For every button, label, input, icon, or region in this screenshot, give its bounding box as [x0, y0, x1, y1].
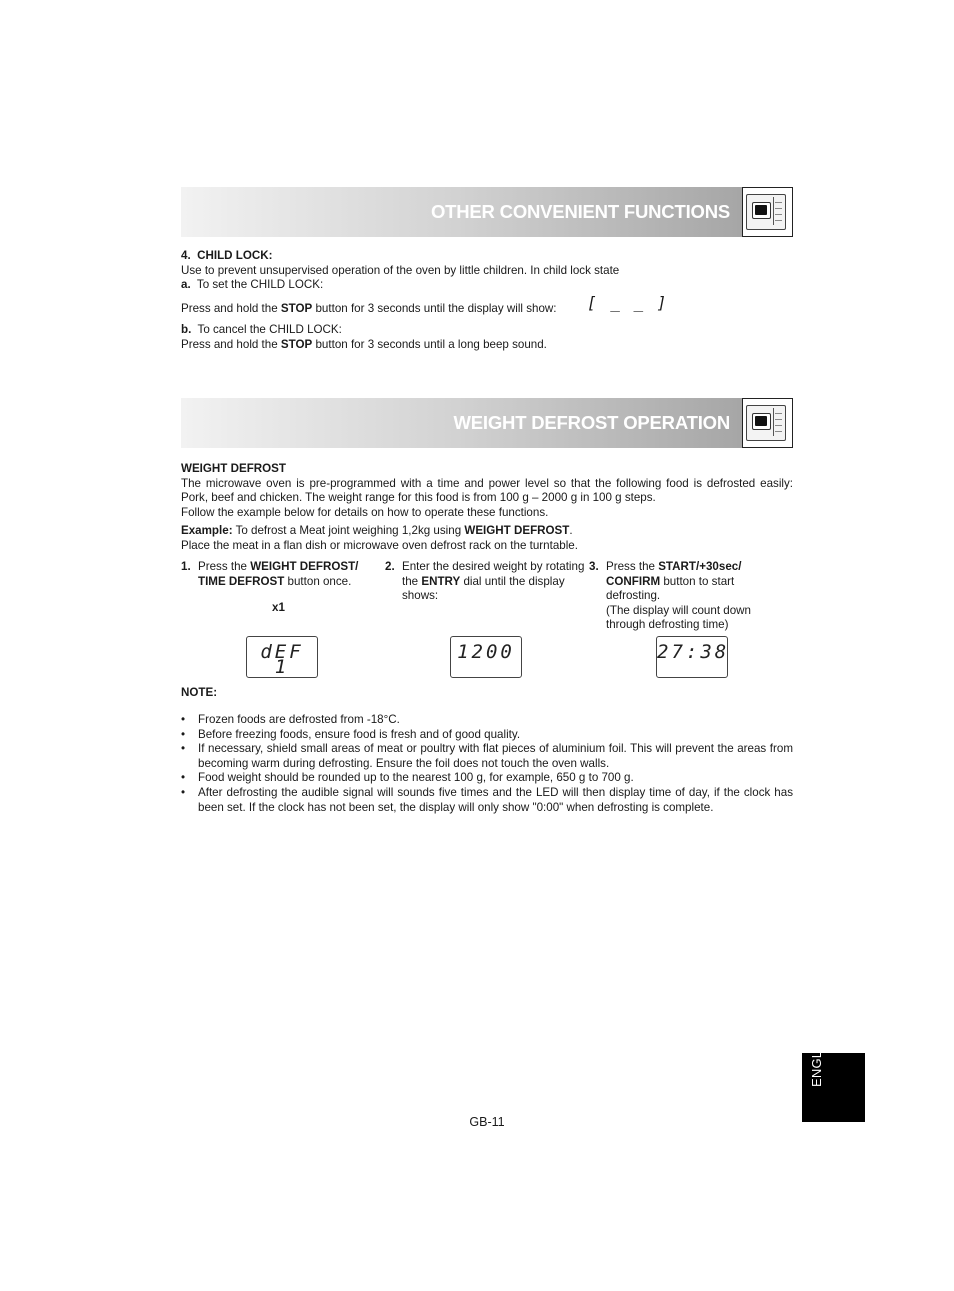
page-number: GB-11 [469, 1115, 505, 1129]
microwave-icon [742, 398, 793, 448]
dial-name: ENTRY [421, 574, 461, 588]
step-number: 1. [181, 560, 191, 573]
step-label: b. [181, 323, 192, 337]
press-count: x1 [272, 601, 285, 614]
step-text: To cancel the CHILD LOCK: [197, 323, 342, 337]
step-number: 3. [589, 560, 599, 573]
child-lock-section [181, 249, 793, 353]
microwave-icon [742, 187, 793, 237]
button-name: START/+30sec/ CONFIRM [606, 560, 742, 588]
display-text: dEF 1 [260, 641, 304, 678]
step-1 [181, 560, 361, 614]
step-note: (The display will count down through defrosting time) [606, 603, 751, 632]
lcd-display-step-1 [246, 636, 318, 678]
section-banner-weight-defrost [181, 398, 793, 448]
step-number: 2. [385, 560, 395, 573]
text: button for 3 seconds until a long beep sound. [312, 337, 547, 351]
note-item: • After defrosting the audible signal will sounds five times and the LED will then display time of day, if the clock has been set. If the clock has not been set, the display will only show "0:00" when defrosting is complete. [181, 786, 793, 815]
section-title: WEIGHT DEFROST OPERATION [453, 412, 730, 433]
text: Press the [606, 560, 659, 573]
step-text [198, 560, 361, 589]
text: Press and hold the [181, 337, 281, 351]
lock-display-glyph: [ _ _ ] [587, 292, 669, 312]
language-tab [802, 1028, 865, 1122]
text: Press the [198, 560, 251, 573]
paragraph: The microwave oven is pre-programmed with a time and power level so that the following food is defrosted easily: Pork, beef and chicken. The weight range for this food is from 100 g – 2000 g in 100 g steps. [181, 476, 793, 505]
weight-defrost-intro [181, 462, 793, 554]
heading-number: 4. [181, 249, 191, 262]
step-2 [385, 560, 585, 604]
language-label: ENGLISH [809, 1028, 824, 1087]
text: dial until the display shows: [402, 574, 565, 603]
section-banner-other-functions [181, 187, 793, 237]
display-text: 1200 [457, 641, 515, 663]
note-item: • Frozen foods are defrosted from -18°C. [181, 713, 793, 728]
example-line [181, 524, 793, 539]
stop-label: STOP [280, 301, 313, 315]
text: Press and hold the [181, 301, 281, 315]
paragraph: Follow the example below for details on how to operate these functions. [181, 505, 549, 519]
text: button for 3 seconds until the display will show: [312, 301, 557, 315]
note-item: • If necessary, shield small areas of meat or poultry with flat pieces of aluminium foil. This will prevent the areas from becoming warm during defrosting. Ensure the foil does not touch the oven walls. [181, 742, 793, 771]
button-name: WEIGHT DEFROST/ TIME DEFROST [198, 560, 359, 588]
text: Enter the desired weight by rotating the [402, 560, 585, 588]
step-text: To set the CHILD LOCK: [196, 278, 324, 292]
lcd-display-step-3 [656, 636, 728, 678]
subheading: WEIGHT DEFROST [181, 462, 286, 475]
child-lock-step-b [181, 323, 793, 338]
step-3 [589, 560, 769, 633]
example-label: Example: [181, 524, 233, 538]
child-lock-cancel-instruction [181, 338, 793, 353]
child-lock-step-a [181, 278, 793, 293]
lcd-display-step-2 [450, 636, 522, 678]
note-item: • Before freezing foods, ensure food is fresh and of good quality. [181, 728, 793, 743]
stop-label: STOP [280, 337, 313, 351]
heading-text: CHILD LOCK: [197, 249, 273, 262]
child-lock-intro: Use to prevent unsupervised operation of the oven by little children. In child lock state [181, 263, 620, 277]
step-text [402, 560, 585, 604]
step-label: a. [181, 278, 191, 292]
step-text [606, 560, 769, 604]
text: . [569, 524, 573, 538]
note-item: • Food weight should be rounded up to the nearest 100 g, for example, 650 g to 700 g. [181, 771, 793, 786]
child-lock-heading [181, 249, 793, 264]
text: button once. [284, 574, 352, 588]
text: button to start defrosting. [606, 574, 735, 603]
display-text: 27:38 [657, 641, 730, 663]
child-lock-set-instruction [181, 292, 793, 317]
note-list [181, 713, 793, 815]
text: To defrost a Meat joint weighing 1,2kg using [232, 524, 465, 538]
function-name: WEIGHT DEFROST [464, 524, 570, 538]
paragraph: Place the meat in a flan dish or microwave oven defrost rack on the turntable. [181, 538, 578, 552]
note-label: NOTE: [181, 686, 218, 699]
section-title: OTHER CONVENIENT FUNCTIONS [430, 201, 730, 222]
